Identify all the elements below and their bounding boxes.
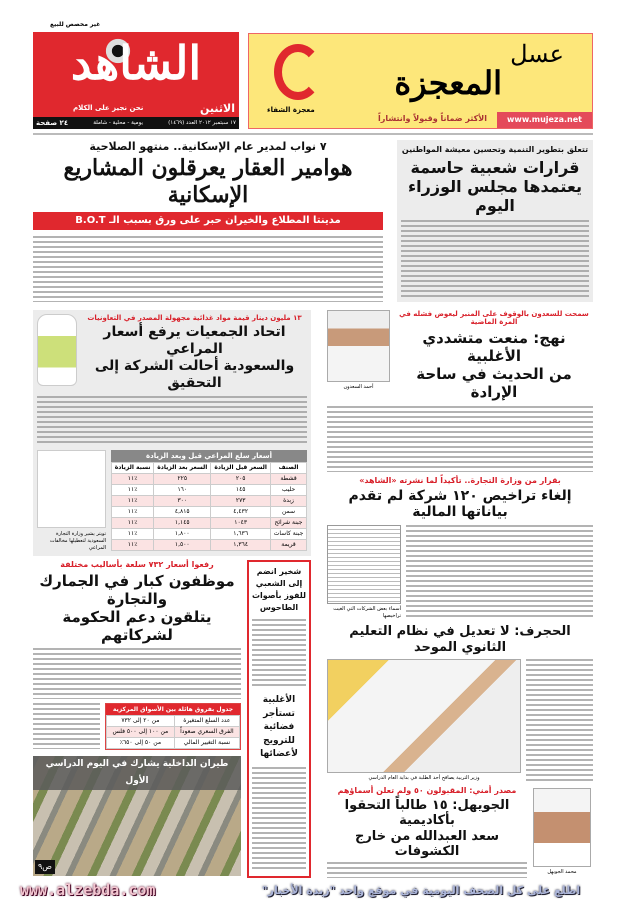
watermark-url[interactable]: www.alzebda.com <box>20 881 156 899</box>
table-row <box>112 485 307 496</box>
cell: قريمة <box>271 540 307 551</box>
almarai-kicker: ١٣ مليون دينار قيمة مواد غذائية مجهولة المصدر في التعاونيات <box>87 314 302 322</box>
col-header: نسبة الزيادة <box>112 463 154 474</box>
licenses-headline: إلغاء تراخيص ١٢٠ شركة لم تقدم بياناتها المالية <box>348 487 572 521</box>
cell: حليب <box>271 485 307 496</box>
table-title: أسعار سلع المراعي قبل وبعد الزيادة <box>111 450 307 462</box>
photo-caption: محمد الجويهل <box>547 869 577 875</box>
twitter-caption: تويتر يشير وزارة التجارة السعودية لتعطيلها مخالفات المراعي <box>49 531 106 551</box>
issue-date: ١٧ سبتمبر ٢٠١٢ العدد (١٤٦٩) <box>168 120 236 126</box>
cell: قشطة <box>271 474 307 485</box>
cell: ٪١١ <box>112 496 154 507</box>
cell: ٪١١ <box>112 485 154 496</box>
sidebar-headline: الأغلبية تستأجر فضائية للترويج لأعضائها <box>260 695 298 759</box>
licenses-story <box>327 476 593 620</box>
cell: ١٠٤٣ <box>211 518 271 529</box>
aerial-highway-photo <box>33 756 241 876</box>
almarai-headline: والسعودية أحالت الشركة إلى التحقيق <box>94 357 295 391</box>
company-list-caption: أسماء بعض الشركات التي الغيت تراخيصها <box>333 606 401 619</box>
hajraf-headline: الحجرف: لا تعديل في نظام التعليم الثانوي الموحد <box>349 624 571 655</box>
cell: ٪١١ <box>112 540 154 551</box>
customs-headline: موظفون كبار في الجمارك والتجارة <box>39 571 235 608</box>
almarai-story <box>33 310 311 556</box>
ad-url[interactable]: www.mujeza.net <box>497 112 592 128</box>
almarai-headline: اتحاد الجمعيات يرفع أسعار المراعي <box>103 324 286 358</box>
ad-brand: معجزة الشفاء <box>267 106 315 114</box>
lead-headline: هوامير العقار يعرقلون المشاريع الإسكانية <box>63 155 353 208</box>
slogan: نحن نجيز على الكلام <box>73 104 144 112</box>
table-row <box>112 507 307 518</box>
nahj-story <box>327 310 593 472</box>
sidebar-box <box>247 560 311 878</box>
juwaihel-story <box>327 786 527 878</box>
table-row <box>107 738 240 749</box>
cell: ٣٠٠ <box>154 496 211 507</box>
cell: ٪١١ <box>112 474 154 485</box>
cell: ٢٧٣ <box>211 496 271 507</box>
cell: ٢٢٥ <box>154 474 211 485</box>
tagline: يومية - محلية - شاملة <box>93 120 144 126</box>
customs-kicker: رفعوا أسعار ٧٣٢ سلعة بأساليب مختلفة <box>60 560 214 569</box>
table-row <box>112 529 307 540</box>
aerial-caption: طيران الداخلية يشارك في اليوم الدراسي الأول <box>33 756 241 790</box>
cell: ١٤٥ <box>211 485 271 496</box>
table-row <box>112 518 307 529</box>
cell: من ٢٠ إلى ٧٣٢ <box>107 716 175 727</box>
hajraf-story <box>327 624 593 782</box>
col-header: الصنف <box>271 463 307 474</box>
table-row <box>112 540 307 551</box>
page-count: ٢٤ صفحة <box>36 119 69 127</box>
cell: ١,١٤٥ <box>154 518 211 529</box>
markets-table <box>105 703 241 750</box>
cell: الفرق السعري صعوداً <box>174 727 239 738</box>
cell: ١,٥٠٠ <box>154 540 211 551</box>
lead-kicker: ٧ نواب لمدير عام الإسكانية.. منتهو الصلاحية <box>89 140 327 153</box>
photo-caption: أحمد السعدون <box>343 384 374 390</box>
nahj-headline: نهج: منعت متشددي الأغلبية <box>422 328 566 365</box>
nahj-headline: من الحديث في ساحة الإرادة <box>416 364 572 401</box>
lead-banner: مدينتا المطلاع والخيران حبر على ورق بسبب الـ B.O.T <box>33 212 383 230</box>
cell: زبدة <box>271 496 307 507</box>
cell: ١,٣٦٤ <box>211 540 271 551</box>
company-list-image <box>327 525 401 604</box>
cell: ١٦٠ <box>154 485 211 496</box>
cell: سمن <box>271 507 307 518</box>
table-title: جدول بفروق هائلة بين الأسواق المركزية <box>106 704 240 715</box>
lead-story <box>33 140 383 302</box>
customs-story <box>33 560 241 750</box>
masthead <box>33 32 239 129</box>
cell: ٪١١ <box>112 507 154 518</box>
page-reference: ص٩ <box>35 860 55 874</box>
cell: ٤,٤٣٢ <box>211 507 271 518</box>
juwaihel-kicker: مصدر أمني: المقبولون ٥٠ ولم تعلن أسماؤهم <box>337 786 517 795</box>
story-headline: يعتمدها مجلس الوزراء اليوم <box>408 176 582 215</box>
saadoun-photo <box>327 310 390 382</box>
watermark-text: اطلع على كل الصحف اليومية في موقع واحد "زبدة الأخبار" <box>261 884 581 897</box>
honey-ad[interactable] <box>248 33 593 129</box>
col-header: السعر بعد الزيادة <box>154 463 211 474</box>
cell: ٤,٨١٥ <box>154 507 211 518</box>
ad-title-1: عسل <box>510 40 564 68</box>
sidebar-headline: شخير انضم إلى الشعبي للفوز بأصوات الطاحوس <box>252 567 306 612</box>
cell: عدد السلع المتغيرة <box>174 716 239 727</box>
cell: جبنة شرائح <box>271 518 307 529</box>
story-kicker: تتعلق بتطوير التنمية وتحسين معيشة المواطنين <box>401 145 589 154</box>
divider <box>33 133 593 135</box>
cell: ٪١١ <box>112 529 154 540</box>
cell: نسبة التغيير المالي <box>174 738 239 749</box>
licenses-kicker: بقرار من وزارة التجارة.. تأكيداً لما نشرته «الشاهد» <box>359 476 561 485</box>
juwaihel-photo-block <box>533 788 591 876</box>
cell: من ١٠٠ إلى ٥٠٠ فلس <box>107 727 175 738</box>
cell: ١,٦٣٦ <box>211 529 271 540</box>
minister-students-photo <box>327 659 521 773</box>
cell: ١,٨٠٠ <box>154 529 211 540</box>
ad-logo-icon <box>274 44 322 100</box>
masthead-strip <box>33 117 239 129</box>
milk-bottle-image <box>37 314 77 386</box>
cell: ٪١١ <box>112 518 154 529</box>
day: الاثنين <box>200 102 235 115</box>
photo-caption: وزير التربية يصافح أحد الطلبة في بداية العام الدراسي <box>368 775 480 781</box>
top-right-story <box>397 140 593 302</box>
juwaihel-headline: الجويهل: ١٥ طالباً التحقوا بأكاديمية <box>344 797 510 829</box>
newspaper-logo: الشاهد <box>70 36 202 90</box>
juwaihel-photo <box>533 788 591 867</box>
col-header: السعر قبل الزيادة <box>211 463 271 474</box>
cell: جبنة كاسات <box>271 529 307 540</box>
price-table <box>111 450 307 551</box>
twitter-screenshot-image <box>37 450 106 528</box>
table-row <box>107 727 240 738</box>
table-row <box>107 716 240 727</box>
story-headline: قرارات شعبية حاسمة <box>410 157 580 177</box>
ad-slogan: الأكثر ضماناً وقبولاً وانتشاراً <box>378 114 487 123</box>
not-for-sale-label: غير مخصص للبيع <box>50 21 101 28</box>
table-row <box>112 474 307 485</box>
cell: ٢٠٥ <box>211 474 271 485</box>
customs-headline: يتلقون دعم الحكومة لشركاتهم <box>62 607 212 644</box>
juwaihel-headline: سعد العبدالله من خارج الكشوفات <box>354 828 500 860</box>
cell: من ٥٠ إلى ٦٥٠٪ <box>107 738 175 749</box>
ad-title-2: المعجزة <box>394 64 502 102</box>
nahj-kicker: سمحت للسعدون بالوقوف على المنبر ليعوض فشله في المرة الماضية <box>399 310 589 327</box>
table-row <box>112 496 307 507</box>
